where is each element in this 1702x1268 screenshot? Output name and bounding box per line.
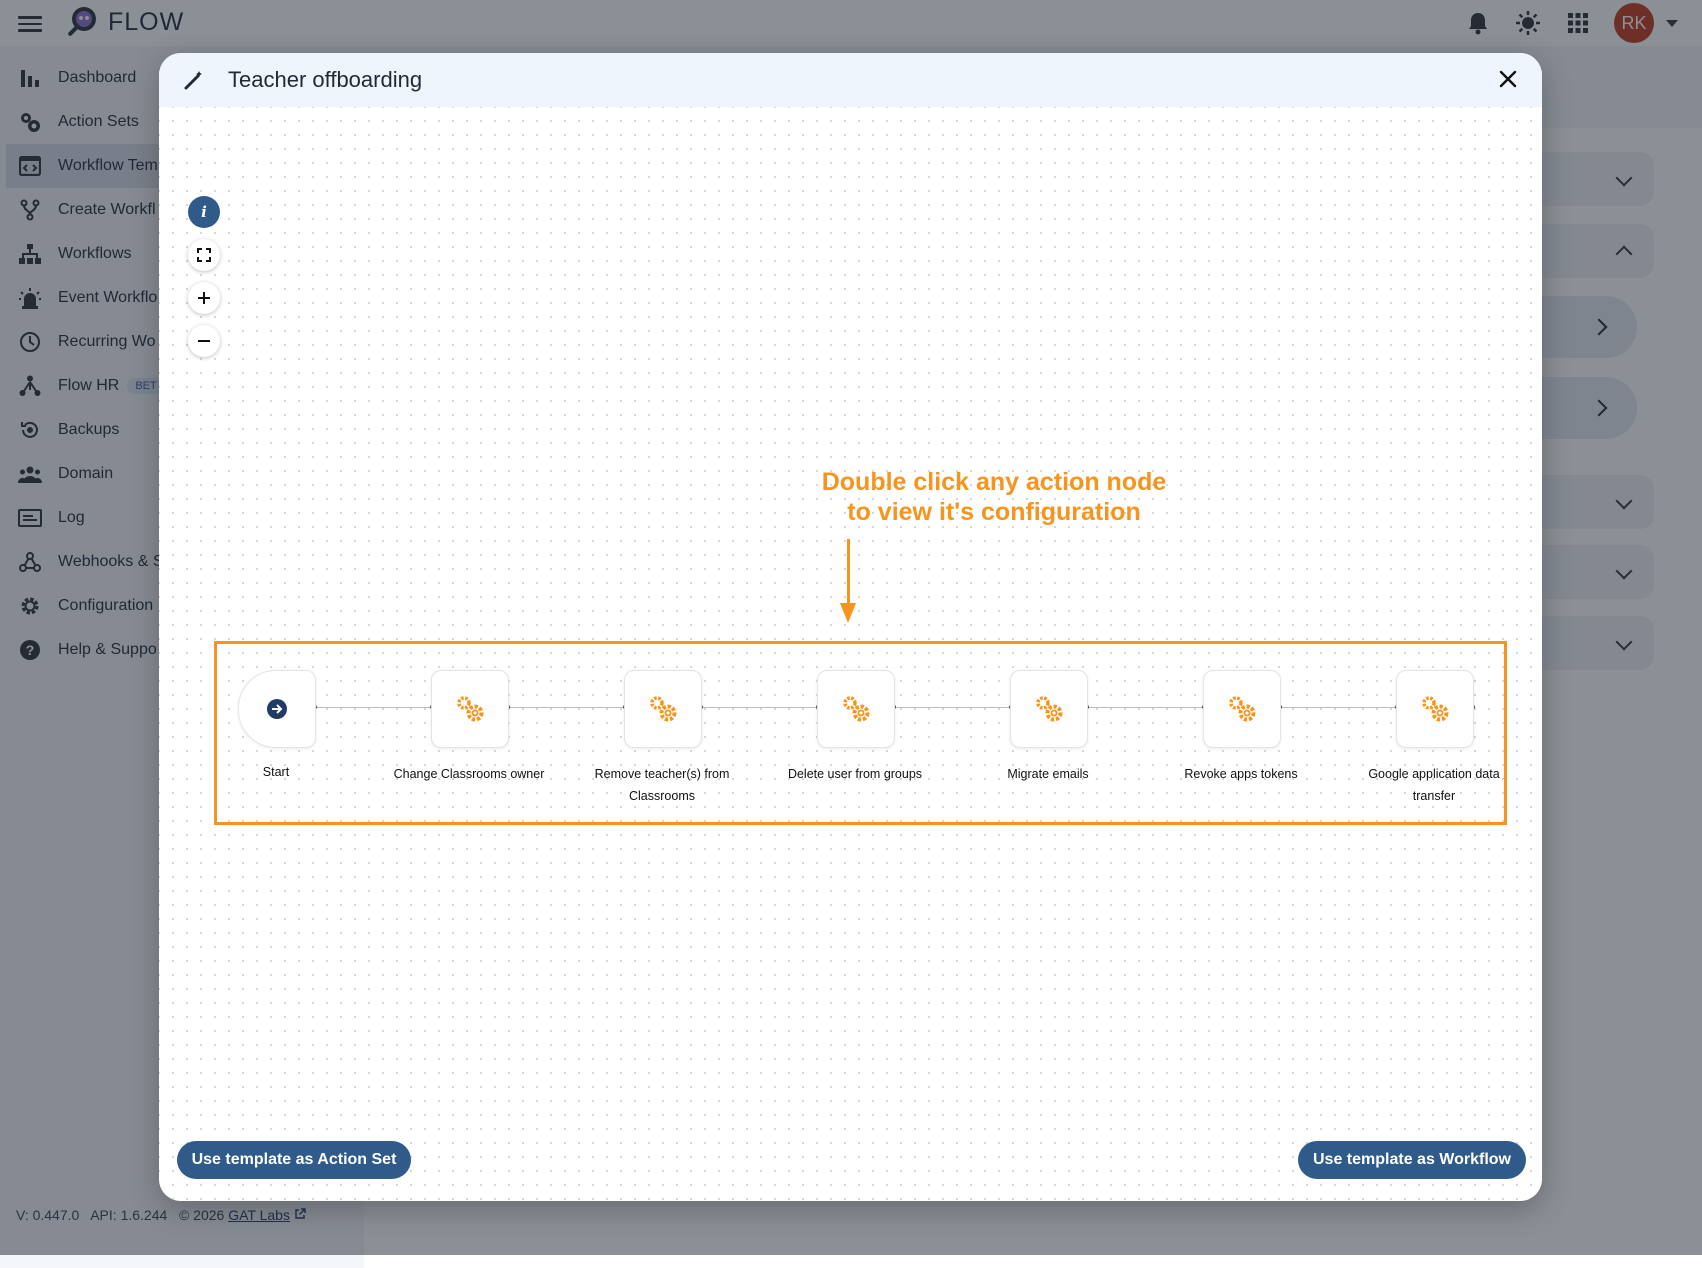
gears-icon [1419, 693, 1451, 725]
magic-wand-icon [183, 69, 205, 91]
action-node[interactable] [1203, 670, 1281, 748]
info-icon: i [201, 203, 207, 221]
action-node[interactable] [1010, 670, 1088, 748]
use-as-workflow-button[interactable]: Use template as Workflow [1298, 1141, 1526, 1179]
hint-text [599, 467, 1389, 527]
flow-edge [701, 707, 818, 708]
gears-icon [647, 693, 679, 725]
use-as-action-set-button[interactable]: Use template as Action Set [177, 1141, 411, 1179]
node-label: Delete user from groups [787, 767, 923, 781]
flow-edge [314, 707, 432, 708]
node-label: Google application data transfer [1368, 767, 1500, 803]
node-label: Migrate emails [1007, 767, 1089, 781]
flow-edge [894, 707, 1011, 708]
node-label: Change Classrooms owner [393, 767, 545, 781]
gears-icon [840, 693, 872, 725]
action-node[interactable] [1396, 670, 1474, 748]
info-button[interactable] [188, 196, 220, 228]
start-node[interactable] [238, 670, 316, 748]
flow-edge [508, 707, 625, 708]
action-node[interactable] [624, 670, 702, 748]
gears-icon [1226, 693, 1258, 725]
close-icon[interactable] [1496, 67, 1520, 91]
action-node[interactable] [431, 670, 509, 748]
gears-icon [1033, 693, 1065, 725]
node-label: Start [262, 765, 290, 779]
fullscreen-icon [197, 248, 211, 262]
hint-arrow [847, 539, 850, 607]
action-node[interactable] [817, 670, 895, 748]
zoom-in-button[interactable] [188, 282, 220, 314]
plus-icon [197, 291, 211, 305]
dialog-header [159, 53, 1542, 107]
flow-canvas[interactable] [159, 107, 1542, 1201]
fit-view-button[interactable] [188, 239, 220, 271]
zoom-out-button[interactable] [188, 325, 220, 357]
minus-icon [197, 334, 211, 348]
gears-icon [454, 693, 486, 725]
node-label: Remove teacher(s) from Classrooms [594, 767, 730, 803]
node-label: Revoke apps tokens [1184, 767, 1298, 781]
dialog-title: Teacher offboarding [228, 67, 423, 92]
flow-edge [1087, 707, 1204, 708]
template-preview-dialog [159, 53, 1542, 1201]
arrow-right-circle-icon [267, 699, 287, 719]
arrow-down-icon [840, 603, 856, 623]
hint-line: to view it's configuration [847, 498, 1141, 526]
hint-line: Double click any action node [821, 468, 1167, 496]
flow-edge [1280, 707, 1397, 708]
